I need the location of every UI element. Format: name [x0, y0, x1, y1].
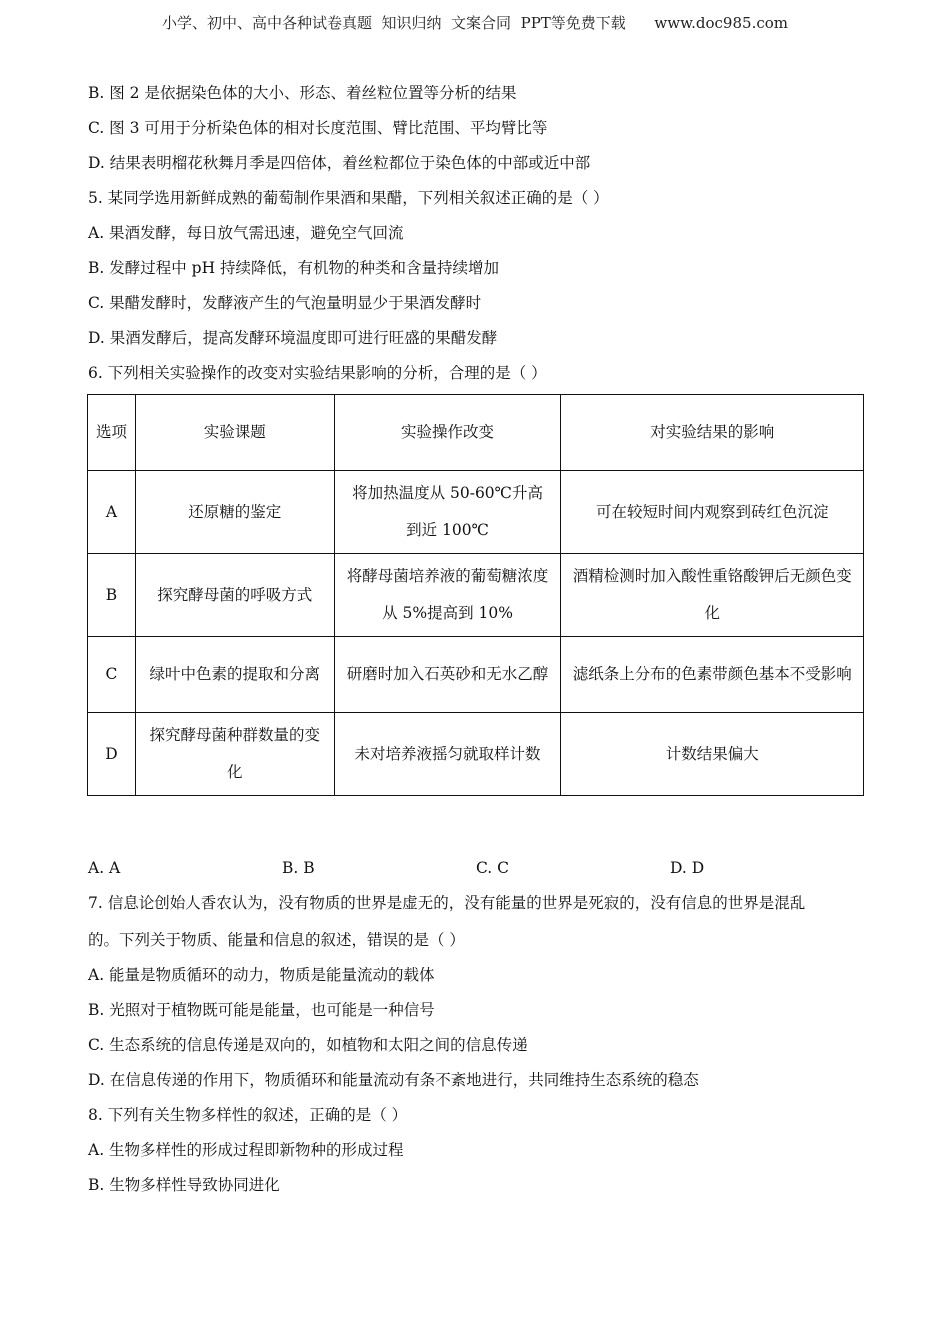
q6-table — [87, 394, 864, 796]
table-cell: 可在较短时间内观察到砖红色沉淀 — [561, 471, 864, 554]
q8-stem: 8. 下列有关生物多样性的叙述，正确的是（ ） — [88, 1106, 408, 1124]
table-cell: C — [88, 637, 136, 713]
q7-stem-line2: 的。下列关于物质、能量和信息的叙述，错误的是（ ） — [88, 931, 465, 949]
q6-option-c: C. C — [476, 859, 510, 877]
header-operation: 实验操作改变 — [334, 395, 561, 471]
table-row — [88, 471, 864, 554]
header-topic: 实验课题 — [135, 395, 334, 471]
table-row — [88, 554, 864, 637]
q7-option-d: D. 在信息传递的作用下，物质循环和能量流动有条不紊地进行，共同维持生态系统的稳态 — [88, 1071, 699, 1089]
q5-option-a: A. 果酒发酵，每日放气需迅速，避免空气回流 — [88, 224, 404, 242]
q6-option-d: D. D — [670, 859, 705, 877]
table-cell: 绿叶中色素的提取和分离 — [135, 637, 334, 713]
header-effect: 对实验结果的影响 — [561, 395, 864, 471]
table-cell: 探究酵母菌的呼吸方式 — [135, 554, 334, 637]
table-row — [88, 713, 864, 796]
table-row — [88, 637, 864, 713]
q5-stem: 5. 某同学选用新鲜成熟的葡萄制作果酒和果醋，下列相关叙述正确的是（ ） — [88, 189, 609, 207]
q6-option-b: B. B — [282, 859, 315, 877]
table-cell: 研磨时加入石英砂和无水乙醇 — [334, 637, 561, 713]
table-cell: 酒精检测时加入酸性重铬酸钾后无颜色变化 — [561, 554, 864, 637]
table-cell: D — [88, 713, 136, 796]
q4-option-c: C. 图 3 可用于分析染色体的相对长度范围、臂比范围、平均臂比等 — [88, 119, 548, 137]
q6-stem: 6. 下列相关实验操作的改变对实验结果影响的分析，合理的是（ ） — [88, 364, 547, 382]
q7-stem-line1: 7. 信息论创始人香农认为，没有物质的世界是虚无的，没有能量的世界是死寂的，没有信息的世界是混乱 — [88, 894, 806, 912]
q5-option-b: B. 发酵过程中 pH 持续降低，有机物的种类和含量持续增加 — [88, 259, 500, 277]
q7-option-a: A. 能量是物质循环的动力，物质是能量流动的载体 — [88, 966, 435, 984]
q4-option-d: D. 结果表明榴花秋舞月季是四倍体，着丝粒都位于染色体的中部或近中部 — [88, 154, 591, 172]
q6-option-a: A. A — [88, 859, 121, 877]
table-header-row — [88, 395, 864, 471]
q5-option-d: D. 果酒发酵后，提高发酵环境温度即可进行旺盛的果醋发酵 — [88, 329, 498, 347]
table-cell: 计数结果偏大 — [561, 713, 864, 796]
table-cell: 滤纸条上分布的色素带颜色基本不受影响 — [561, 637, 864, 713]
q5-option-c: C. 果醋发酵时，发酵液产生的气泡量明显少于果酒发酵时 — [88, 294, 482, 312]
table-cell: B — [88, 554, 136, 637]
table-cell: 未对培养液摇匀就取样计数 — [334, 713, 561, 796]
q8-option-a: A. 生物多样性的形成过程即新物种的形成过程 — [88, 1141, 404, 1159]
header-option: 选项 — [88, 395, 136, 471]
q7-option-b: B. 光照对于植物既可能是能量，也可能是一种信号 — [88, 1001, 435, 1019]
table-cell: 探究酵母菌种群数量的变化 — [135, 713, 334, 796]
q7-option-c: C. 生态系统的信息传递是双向的，如植物和太阳之间的信息传递 — [88, 1036, 528, 1054]
page-header: 小学、初中、高中各种试卷真题 知识归纳 文案合同 PPT等免费下载 www.doc985.com — [161, 14, 788, 32]
q4-option-b: B. 图 2 是依据染色体的大小、形态、着丝粒位置等分析的结果 — [88, 84, 517, 102]
q8-option-b: B. 生物多样性导致协同进化 — [88, 1176, 280, 1194]
table-cell: 将酵母菌培养液的葡萄糖浓度从 5%提高到 10% — [334, 554, 561, 637]
table-cell: A — [88, 471, 136, 554]
table-cell: 还原糖的鉴定 — [135, 471, 334, 554]
table-cell: 将加热温度从 50-60℃升高到近 100℃ — [334, 471, 561, 554]
